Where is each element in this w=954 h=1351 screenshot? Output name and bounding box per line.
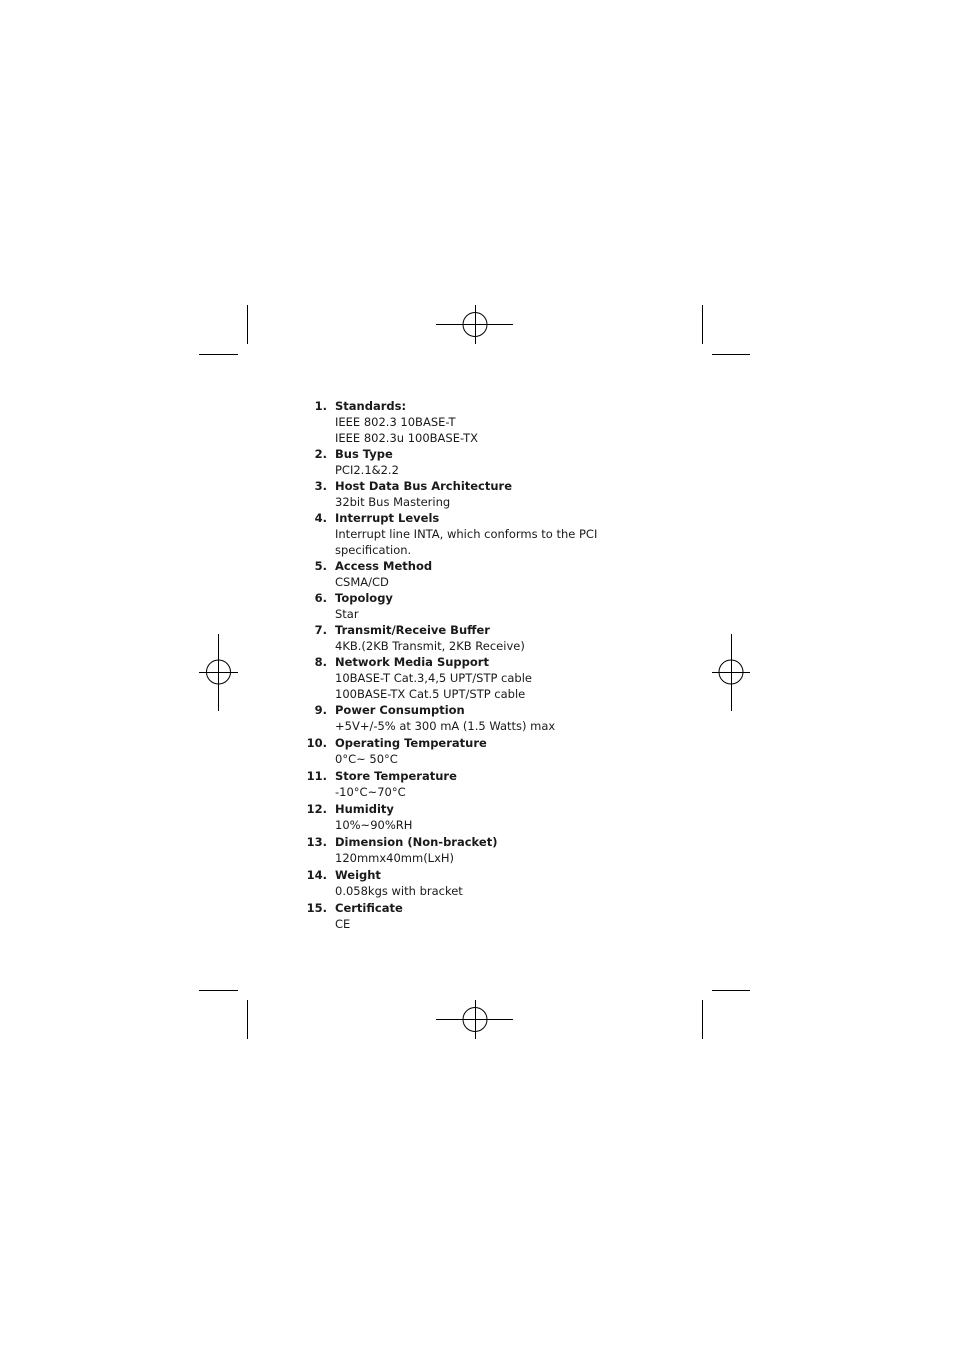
spec-item	[300, 478, 620, 510]
spec-title: Operating Temperature	[335, 736, 487, 750]
spec-number: 7.	[314, 623, 327, 637]
spec-title: Power Consumption	[335, 703, 465, 717]
spec-item	[300, 654, 620, 702]
spec-value: 32bit Bus Mastering	[335, 495, 451, 509]
spec-value: IEEE 802.3u 100BASE-TX	[335, 431, 478, 445]
spec-item	[300, 735, 620, 767]
spec-item	[300, 398, 620, 446]
spec-item	[300, 446, 620, 478]
spec-value: 100BASE-TX Cat.5 UPT/STP cable	[335, 687, 526, 701]
spec-value: Star	[335, 607, 359, 621]
spec-value: 0°C~ 50°C	[335, 752, 398, 766]
spec-number: 2.	[314, 447, 327, 461]
spec-title: Access Method	[335, 559, 433, 573]
spec-item	[300, 558, 620, 590]
spec-value: 120mmx40mm(LxH)	[335, 851, 455, 865]
spec-item	[300, 801, 620, 833]
spec-item	[300, 702, 620, 734]
spec-item	[300, 622, 620, 654]
spec-number: 5.	[314, 559, 327, 573]
spec-item	[300, 510, 620, 558]
spec-number: 14.	[306, 868, 327, 882]
registration-mark-left	[199, 634, 238, 711]
spec-value: -10°C~70°C	[335, 785, 406, 799]
spec-number: 13.	[306, 835, 327, 849]
spec-title: Weight	[335, 868, 381, 882]
spec-value: CE	[335, 917, 351, 931]
registration-mark-bottom	[436, 1000, 513, 1039]
spec-item	[300, 834, 620, 866]
spec-title: Store Temperature	[335, 769, 457, 783]
spec-value: 10BASE-T Cat.3,4,5 UPT/STP cable	[335, 671, 532, 685]
spec-value: 10%~90%RH	[335, 818, 413, 832]
spec-number: 11.	[306, 769, 327, 783]
spec-value: CSMA/CD	[335, 575, 389, 589]
spec-title: Humidity	[335, 802, 394, 816]
spec-title: Interrupt Levels	[335, 511, 440, 525]
spec-item	[300, 867, 620, 899]
spec-value: specification.	[335, 543, 412, 557]
spec-number: 9.	[314, 703, 327, 717]
spec-title: Network Media Support	[335, 655, 489, 669]
spec-value: Interrupt line INTA, which conforms to the PCI	[335, 527, 598, 541]
spec-number: 10.	[306, 736, 327, 750]
spec-number: 6.	[314, 591, 327, 605]
spec-title: Dimension (Non-bracket)	[335, 835, 498, 849]
spec-value: IEEE 802.3 10BASE-T	[335, 415, 456, 429]
spec-number: 1.	[314, 399, 327, 413]
spec-item	[300, 590, 620, 622]
spec-title: Topology	[335, 591, 393, 605]
spec-title: Transmit/Receive Buffer	[335, 623, 490, 637]
spec-value: 4KB.(2KB Transmit, 2KB Receive)	[335, 639, 525, 653]
specification-list	[300, 398, 620, 932]
registration-mark-right	[712, 634, 750, 711]
spec-value: 0.058kgs with bracket	[335, 884, 463, 898]
registration-mark-top	[436, 305, 513, 344]
spec-value: PCI2.1&2.2	[335, 463, 399, 477]
spec-title: Host Data Bus Architecture	[335, 479, 513, 493]
spec-item	[300, 768, 620, 800]
spec-value: +5V+/-5% at 300 mA (1.5 Watts) max	[335, 719, 556, 733]
spec-item	[300, 900, 620, 932]
spec-number: 8.	[314, 655, 327, 669]
spec-title: Bus Type	[335, 447, 393, 461]
spec-title: Standards:	[335, 399, 407, 413]
spec-number: 3.	[314, 479, 327, 493]
spec-number: 15.	[306, 901, 327, 915]
spec-number: 4.	[314, 511, 327, 525]
spec-number: 12.	[306, 802, 327, 816]
spec-title: Certificate	[335, 901, 403, 915]
